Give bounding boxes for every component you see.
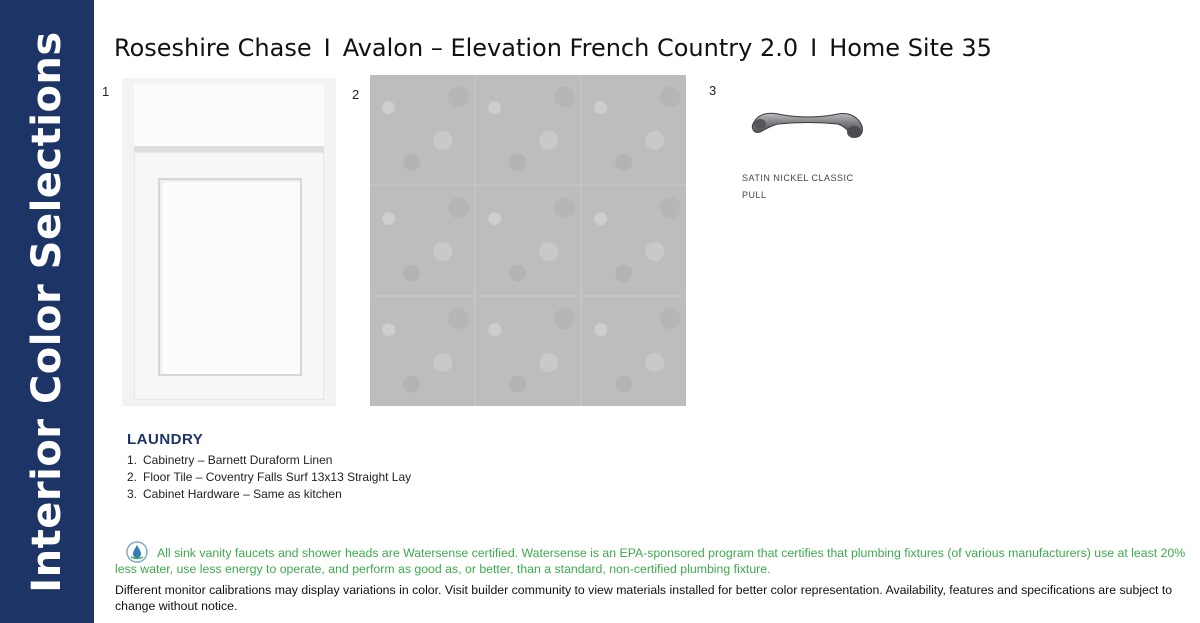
cabinet-door-swatch xyxy=(122,78,336,406)
list-item xyxy=(127,452,411,469)
laundry-list xyxy=(127,452,411,503)
tile xyxy=(476,75,580,184)
hardware-caption-line1: SATIN NICKEL CLASSIC xyxy=(742,173,854,183)
list-item xyxy=(127,486,411,503)
cabinet-pull-icon xyxy=(748,104,868,148)
cabinet-door-panel xyxy=(158,178,302,376)
page-title xyxy=(114,34,992,62)
home-site: Home Site 35 xyxy=(829,34,992,62)
list-item-text: Cabinetry – Barnett Duraform Linen xyxy=(143,453,333,467)
watersense-notice: All sink vanity faucets and shower heads are Watersense certified. Watersense is an EPA-sponsored program that certifies that plumbing fixtures (of various manufacturers) use at least 20% less water, use less energy to operate, and perform as good as, or better, than a standard, non-certified plumbing fixture. xyxy=(115,546,1186,576)
hardware-caption-line2: PULL xyxy=(742,190,767,200)
sidebar xyxy=(0,0,94,623)
title-separator: I xyxy=(323,34,331,62)
list-item-text: Floor Tile – Coventry Falls Surf 13x13 Straight Lay xyxy=(143,470,412,484)
laundry-heading: LAUNDRY xyxy=(127,431,204,448)
title-separator: I xyxy=(810,34,818,62)
tile xyxy=(370,297,474,406)
list-item-text: Cabinet Hardware – Same as kitchen xyxy=(143,487,342,501)
cabinet-drawer-front xyxy=(134,84,324,146)
swatch-number-1: 1 xyxy=(102,84,110,99)
tile xyxy=(370,186,474,295)
cabinet-door xyxy=(134,152,324,400)
tile xyxy=(476,186,580,295)
tile xyxy=(582,75,686,184)
list-item xyxy=(127,469,411,486)
hardware-caption xyxy=(742,170,854,204)
swatch-number-3: 3 xyxy=(709,83,717,98)
community-name: Roseshire Chase xyxy=(114,34,312,62)
sidebar-title: Interior Color Selections xyxy=(24,31,70,593)
tile xyxy=(582,297,686,406)
list-item-number: 1. xyxy=(127,453,138,467)
tile xyxy=(476,297,580,406)
list-item-number: 2. xyxy=(127,470,138,484)
swatch-number-2: 2 xyxy=(352,87,360,102)
floor-tile-swatch xyxy=(370,75,686,406)
tile xyxy=(370,75,474,184)
disclaimer: Different monitor calibrations may display variations in color. Visit builder community to view materials installed for better color representation. Availability, features and specifications are subject to change without notice. xyxy=(115,583,1173,613)
plan-name: Avalon – Elevation French Country 2.0 xyxy=(342,34,799,62)
list-item-number: 3. xyxy=(127,487,138,501)
tile xyxy=(582,186,686,295)
